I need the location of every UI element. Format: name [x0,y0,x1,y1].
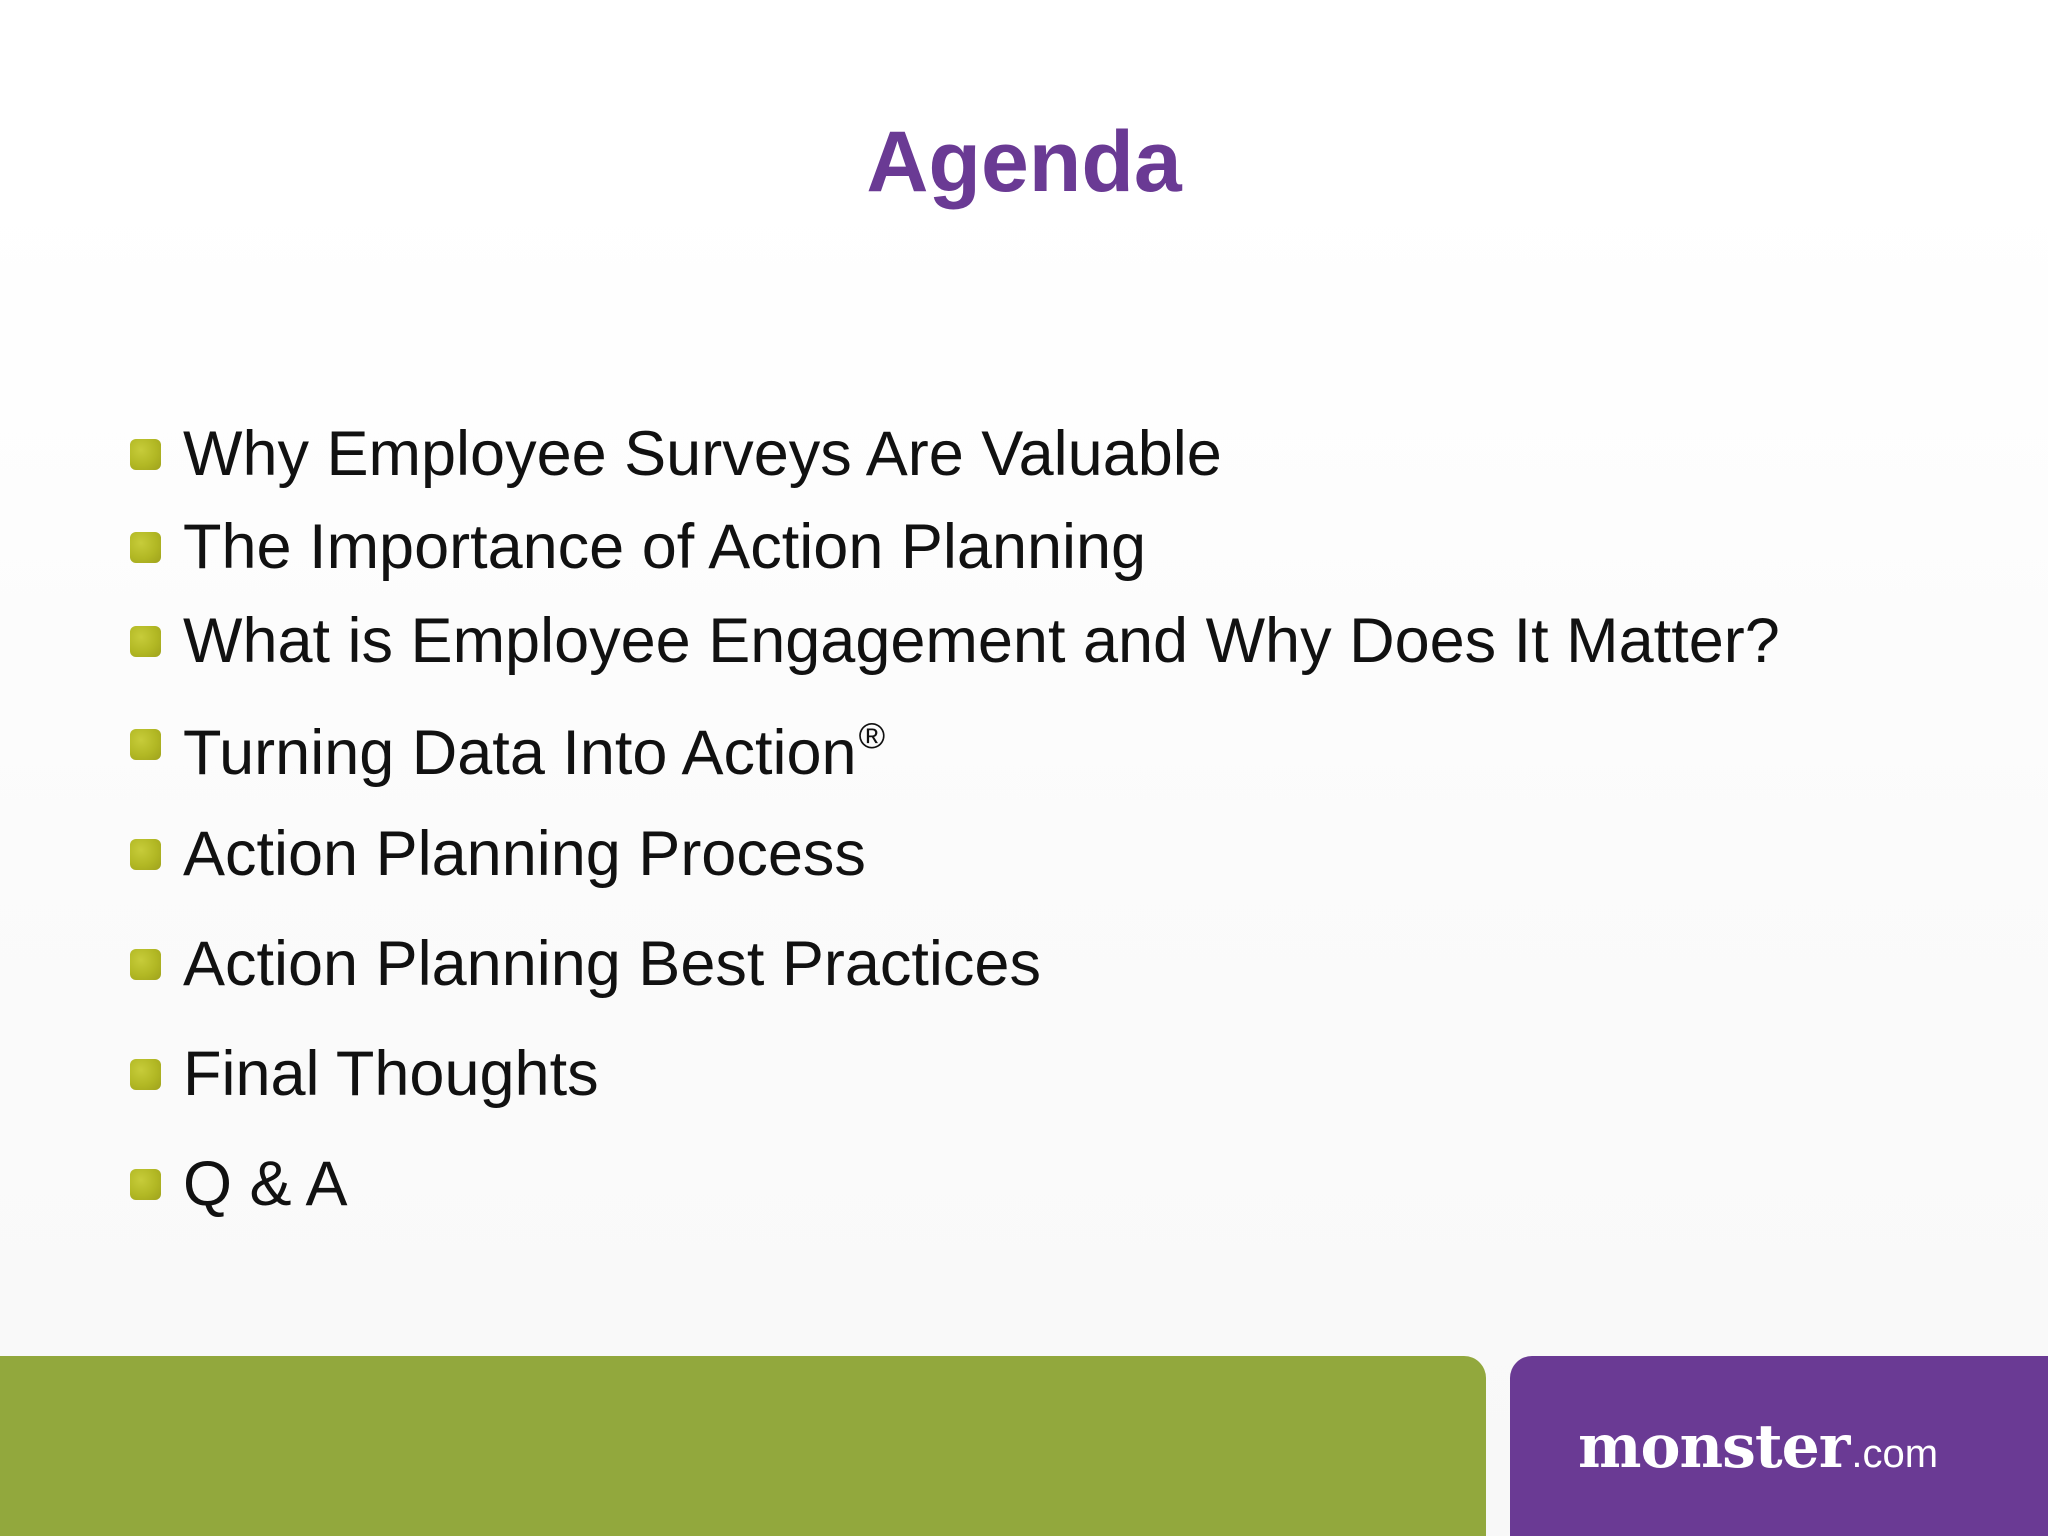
square-bullet-icon [130,439,161,470]
agenda-item [130,814,866,894]
agenda-item [130,601,1780,681]
agenda-item-text: Action Planning Best Practices [183,929,1041,999]
agenda-item-text [183,696,885,793]
square-bullet-icon [130,1169,161,1200]
square-bullet-icon [130,626,161,657]
slide-title: Agenda [866,114,1182,210]
square-bullet-icon [130,1059,161,1090]
agenda-item [130,924,1041,1004]
agenda-item-text: What is Employee Engagement and Why Does It Matter? [183,606,1780,676]
agenda-item-text: Q & A [183,1149,348,1219]
square-bullet-icon [130,839,161,870]
agenda-item-label: Turning Data Into Action [183,717,857,788]
agenda-item-text: Action Planning Process [183,819,866,889]
agenda-list [130,0,2010,1300]
square-bullet-icon [130,729,161,760]
agenda-item-text: Final Thoughts [183,1039,599,1109]
agenda-item [130,1144,348,1224]
monster-logo [1578,1412,1938,1482]
registered-mark: ® [858,714,886,756]
square-bullet-icon [130,949,161,980]
agenda-item [130,414,1222,494]
agenda-item [130,1034,599,1114]
agenda-item-text: Why Employee Surveys Are Valuable [183,419,1222,489]
square-bullet-icon [130,532,161,563]
agenda-item [130,704,886,788]
agenda-item [130,507,1146,587]
footer-green-band [0,1356,1486,1536]
logo-wordmark: monster [1578,1412,1850,1482]
logo-domain: .com [1851,1432,1939,1476]
agenda-item-text: The Importance of Action Planning [183,512,1147,582]
